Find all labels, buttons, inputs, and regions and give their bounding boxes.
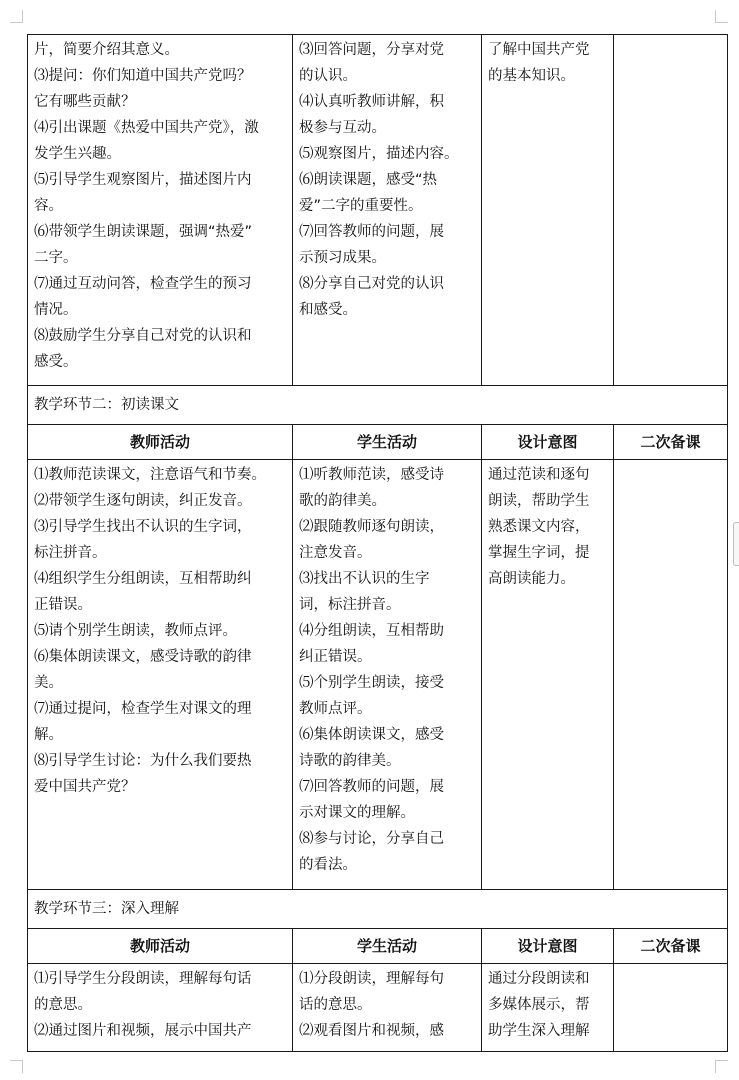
text-line: ⑹带领学生朗读课题，强调“热爱” [34,224,253,240]
table-row [28,35,728,386]
text-line: ⑷组织学生分组朗读，互相帮助纠 [34,571,252,587]
text-line: ⑺回答教师的问题，展 [299,224,444,240]
text-line: 熟悉课文内容， [488,519,590,535]
text-line: ⑹集体朗读课文，感受 [299,727,444,743]
text-line: ⑸观察图片，描述内容。 [299,146,459,162]
header-student: 学生活动 [293,425,482,460]
text-line: 示预习成果。 [299,250,386,266]
text-line: ⑵观看图片和视频，感 [299,1023,444,1039]
text-line: ⑶回答问题，分享对党 [299,42,444,58]
text-line: ⑶提问：你们知道中国共产党吗？ [34,68,252,84]
section-title-cell [28,386,728,425]
text-line: ⑶找出不认识的生字 [299,571,430,587]
text-line: 纠正错误。 [299,649,372,665]
text-line: 的看法。 [299,857,357,873]
table-row [28,460,728,890]
text-line: 词，标注拼音。 [299,597,401,613]
header-second-prep: 二次备课 [614,425,728,460]
header-student: 学生活动 [293,929,482,964]
text-line: 爱中国共产党？ [34,779,136,795]
text-line: 歌的韵律美。 [299,493,386,509]
header-design: 设计意图 [482,929,614,964]
text-line: 容。 [34,198,63,214]
text-line: ⑵跟随教师逐句朗读， [299,519,444,535]
text-line: 教师点评。 [299,701,372,717]
text-line: 助学生深入理解 [488,1023,590,1039]
text-line: ⑵通过图片和视频，展示中国共产 [34,1023,252,1039]
design-intent-cell [482,964,614,1052]
text-line: 二字。 [34,250,78,266]
text-line: 极参与互动。 [299,120,386,136]
second-prep-cell[interactable] [614,460,728,890]
text-line: ⑻分享自己对党的认识 [299,276,444,292]
text-line: ⑹集体朗读课文，感受诗歌的韵律 [34,649,252,665]
section-title-cell [28,890,728,929]
header-teacher: 教师活动 [28,425,293,460]
text-line: 片，简要介绍其意义。 [34,42,179,58]
text-line: ⑺通过提问，检查学生对课文的理 [34,701,252,717]
section-title: 教学环节三：深入理解 [34,901,179,917]
text-line: 通过分段朗读和 [488,971,590,987]
student-activity-cell [293,460,482,890]
student-activity-cell [293,35,482,386]
text-line: 解。 [34,727,63,743]
text-line: ⑴分段朗读，理解每句 [299,971,444,987]
column-header-row [28,929,728,964]
text-line: ⑷引出课题《热爱中国共产党》，激 [34,120,259,136]
text-line: ⑶引导学生找出不认识的生字词， [34,519,252,535]
text-line: 朗读，帮助学生 [488,493,590,509]
text-line: 诗歌的韵律美。 [299,753,401,769]
header-second-prep: 二次备课 [614,929,728,964]
crop-mark-bottom-left [10,1060,23,1073]
text-line: 情况。 [34,302,78,318]
section-title-row [28,890,728,929]
second-prep-cell[interactable] [614,964,728,1052]
text-line: 它有哪些贡献？ [34,94,136,110]
text-line: 美。 [34,675,63,691]
table-row [28,964,728,1052]
text-line: ⑵带领学生逐句朗读，纠正发音。 [34,493,252,509]
text-line: ⑴引导学生分段朗读，理解每句话 [34,971,252,987]
text-line: ⑺通过互动问答，检查学生的预习 [34,276,252,292]
crop-mark-bottom-right [715,1060,728,1073]
design-intent-cell [482,35,614,386]
lesson-plan-table [27,34,728,1052]
text-line: 正错误。 [34,597,92,613]
text-line: 的认识。 [299,68,357,84]
text-line: ⑷认真听教师讲解，积 [299,94,444,110]
text-line: 高朗读能力。 [488,571,575,587]
text-line: 了解中国共产党 [488,42,590,58]
teacher-activity-cell [28,460,293,890]
text-line: ⑻引导学生讨论：为什么我们要热 [34,753,252,769]
text-line: ⑹朗读课题，感受“热 [299,172,438,188]
text-line: ⑸引导学生观察图片，描述图片内 [34,172,252,188]
design-intent-cell [482,460,614,890]
teacher-activity-cell [28,35,293,386]
text-line: 发学生兴趣。 [34,146,121,162]
text-line: 的意思。 [34,997,92,1013]
text-line: ⑴教师范读课文，注意语气和节奏。 [34,467,266,483]
text-line: ⑸个别学生朗读，接受 [299,675,444,691]
text-line: 注意发音。 [299,545,372,561]
text-line: ⑴听教师范读，感受诗 [299,467,444,483]
second-prep-cell[interactable] [614,35,728,386]
header-teacher: 教师活动 [28,929,293,964]
text-line: 爱”二字的重要性。 [299,198,423,214]
text-line: 和感受。 [299,302,357,318]
text-line: ⑻鼓励学生分享自己对党的认识和 [34,328,252,344]
text-line: 的基本知识。 [488,68,575,84]
text-line: 通过范读和逐句 [488,467,590,483]
text-line: 多媒体展示，帮 [488,997,590,1013]
text-line: 示对课文的理解。 [299,805,415,821]
text-line: ⑺回答教师的问题，展 [299,779,444,795]
teacher-activity-cell [28,964,293,1052]
text-line: ⑻参与讨论，分享自己 [299,831,444,847]
text-line: 标注拼音。 [34,545,107,561]
section-title-row [28,386,728,425]
text-line: 感受。 [34,354,78,370]
student-activity-cell [293,964,482,1052]
header-design: 设计意图 [482,425,614,460]
text-line: 话的意思。 [299,997,372,1013]
section-title: 教学环节二：初读课文 [34,397,179,413]
text-line: ⑸请个别学生朗读，教师点评。 [34,623,237,639]
crop-mark-top-right [715,10,728,23]
text-line: 掌握生字词，提 [488,545,590,561]
column-header-row [28,425,728,460]
text-line: ⑷分组朗读，互相帮助 [299,623,444,639]
crop-mark-top-left [10,10,23,23]
side-scroll-tab[interactable] [733,522,739,566]
